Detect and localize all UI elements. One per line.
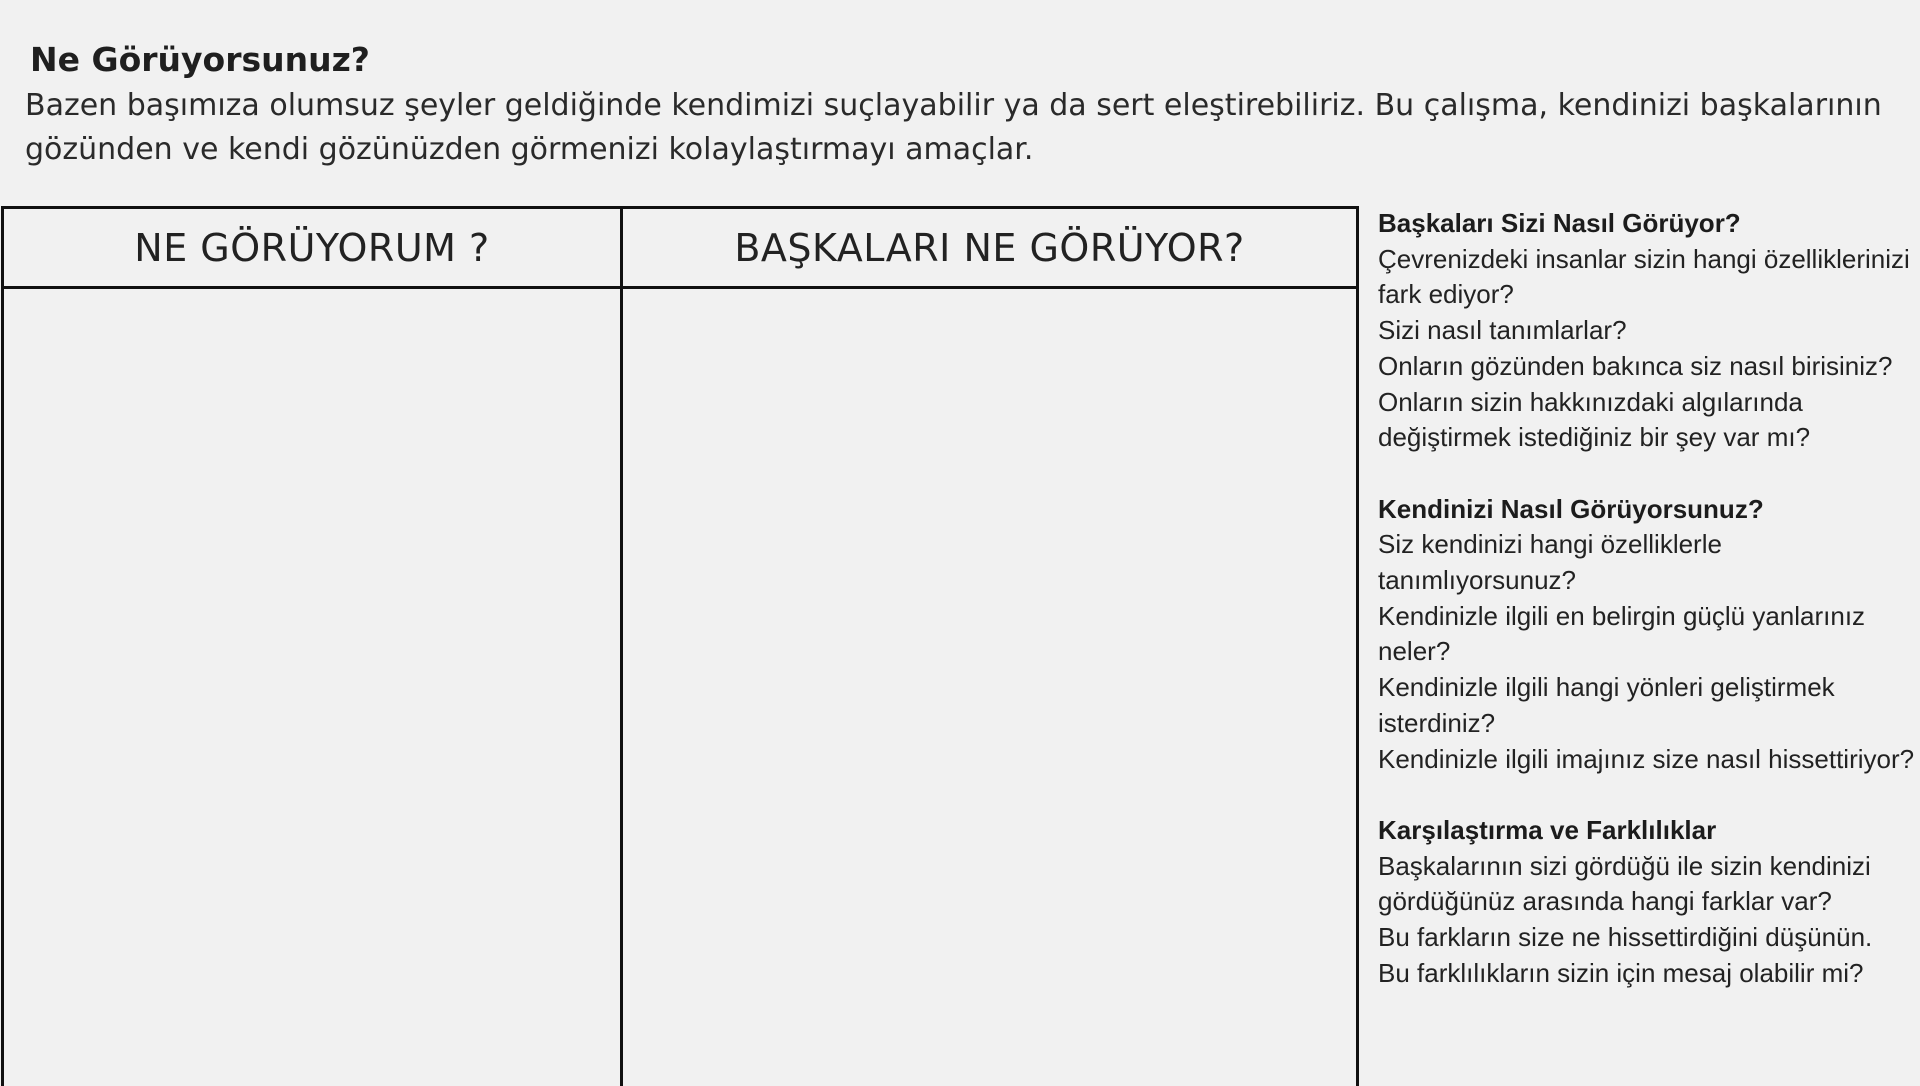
question-line: Kendinizle ilgili imajınız size nasıl hissettiriyor? — [1378, 743, 1915, 774]
guiding-questions — [1378, 206, 1918, 1027]
question-line: Başkalarının sizi gördüğü ile sizin kendinizi gördüğünüz arasında hangi farklar var? — [1378, 850, 1871, 917]
question-line: Sizi nasıl tanımlarlar? — [1378, 315, 1627, 346]
column-what-others-see — [623, 209, 1356, 1086]
page-title: Ne Görüyorsunuz? — [30, 40, 370, 79]
question-line: Kendinizle ilgili hangi yönleri geliştirmek isterdiniz? — [1378, 672, 1835, 738]
question-line: Onların sizin hakkınızdaki algılarında değiştirmek istediğiniz bir şey var mı? — [1378, 386, 1811, 453]
section-heading: Kendinizi Nasıl Görüyorsunuz? — [1378, 493, 1764, 524]
column-body-what-i-see[interactable] — [4, 289, 620, 1086]
question-line: Kendinizle ilgili en belirgin güçlü yanlarınız neler? — [1378, 600, 1866, 667]
section-heading: Başkaları Sizi Nasıl Görüyor? — [1378, 208, 1741, 238]
section-how-others-see-you — [1378, 206, 1918, 456]
column-header-what-others-see: BAŞKALARI NE GÖRÜYOR? — [623, 209, 1356, 289]
question-line: Bu farklılıkların sizin için mesaj olabilir mi? — [1378, 957, 1864, 988]
section-heading: Karşılaştırma ve Farklılıklar — [1378, 814, 1717, 845]
column-header-what-i-see: NE GÖRÜYORUM ? — [4, 209, 620, 289]
section-comparison-differences — [1378, 813, 1918, 992]
question-line: Çevrenizdeki insanlar sizin hangi özelliklerinizi fark ediyor? — [1378, 243, 1910, 310]
intro-text: Bazen başımıza olumsuz şeyler geldiğinde kendimizi suçlayabilir ya da sert eleştirebiliriz. Bu çalışma, kendinizi başkalarının gözünden ve kendi gözünüzden görmenizi kolaylaştırmayı amaçlar. — [25, 88, 1882, 167]
question-line: Siz kendinizi hangi özelliklerle tanımlıyorsunuz? — [1378, 529, 1722, 596]
question-line: Onların gözünden bakınca siz nasıl birisiniz? — [1378, 350, 1893, 381]
section-how-you-see-yourself — [1378, 492, 1918, 778]
column-body-what-others-see[interactable] — [623, 289, 1356, 1086]
worksheet-table — [1, 206, 1359, 1086]
column-what-i-see — [4, 209, 623, 1086]
question-line: Bu farkların size ne hissettirdiğini düşünün. — [1378, 922, 1873, 953]
